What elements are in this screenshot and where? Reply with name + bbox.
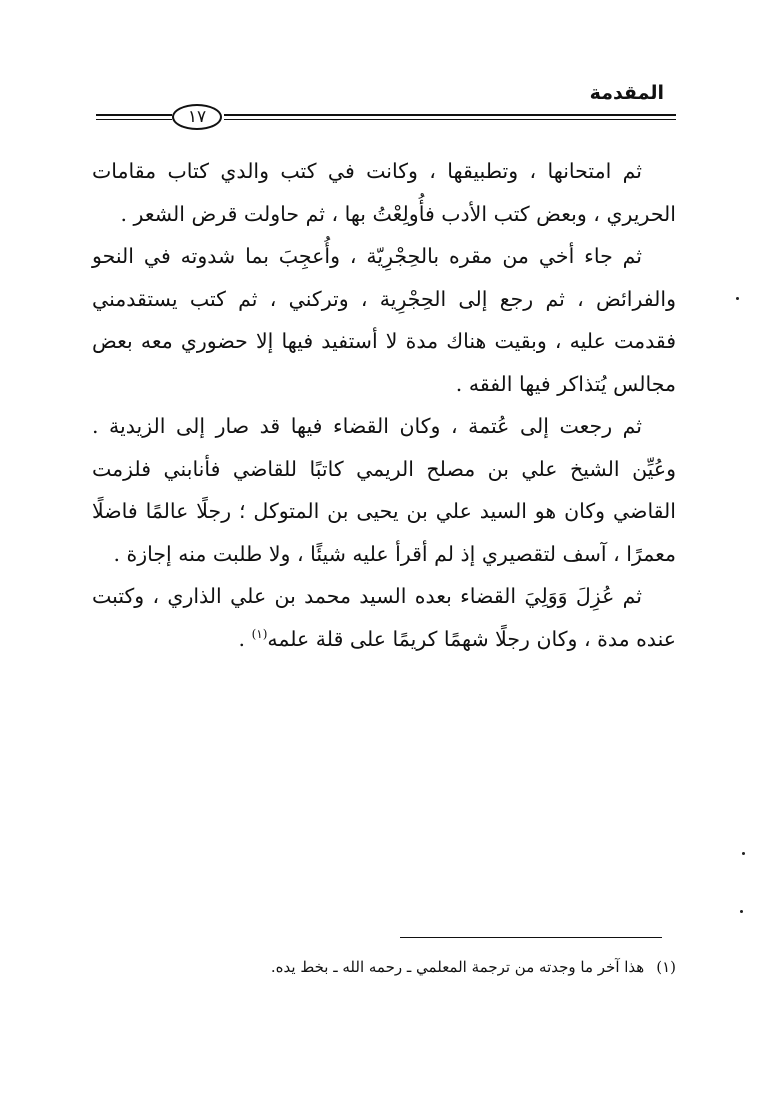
header-rule-left: [96, 114, 172, 120]
paragraph-end: .: [238, 626, 252, 651]
header-rule: [96, 106, 676, 132]
footnote-reference[interactable]: (١): [251, 626, 268, 641]
paragraph: ثم رجعت إلى عُتمة ، وكان القضاء فيها قد صار إلى الزيدية . وعُيِّن الشيخ علي بن مصلح الريمي كاتبًا للقاضي فأنابني فلزمت القاضي وكان هو السيد علي بن يحيى بن المتوكل ؛ رجلًا عالمًا فاضلًا معمرًا ، آسف لتقصيري إذ لم أقرأ عليه شيئًا ، ولا طلبت منه إجازة .: [92, 414, 676, 566]
footnote-separator: [400, 937, 662, 938]
margin-dot: [736, 297, 739, 300]
margin-dot: [742, 852, 745, 855]
paragraph: ثم جاء أخي من مقره بالحِجْرِيّة ، وأُعجِبَ بما شدوته في النحو والفرائض ، ثم رجع إلى الحِجْرِية ، وتركني ، ثم كتب يستقدمني فقدمت عليه ، وبقيت هناك مدة لا أستفيد فيها إلا حضوري معه بعض مجالس يُتذاكر فيها الفقه .: [92, 244, 676, 396]
header-rule-right: [224, 114, 676, 120]
footnote-text: هذا آخر ما وجدته من ترجمة المعلمي ـ رحمه الله ـ بخط يده.: [270, 958, 645, 976]
running-title: المقدمة: [589, 82, 664, 104]
paragraph-last: [92, 575, 676, 660]
paragraph-text: ثم عُزِلَ وَوَلِيَ القضاء بعده السيد محمد بن علي الذاري ، وكتبت عنده مدة ، وكان رجلًا شهمًا كريمًا على قلة علمه: [92, 584, 676, 651]
paragraph: ثم امتحانها ، وتطبيقها ، وكانت في كتب والدي كتاب مقامات الحريري ، وبعض كتب الأدب فأُولِعْتُ بها ، ثم حاولت قرض الشعر .: [92, 159, 676, 226]
footnote-marker: (١): [656, 958, 676, 976]
footnote: [92, 954, 676, 980]
page-number: ١٧: [172, 104, 222, 130]
main-text: [92, 150, 676, 660]
margin-dot: [740, 910, 743, 913]
